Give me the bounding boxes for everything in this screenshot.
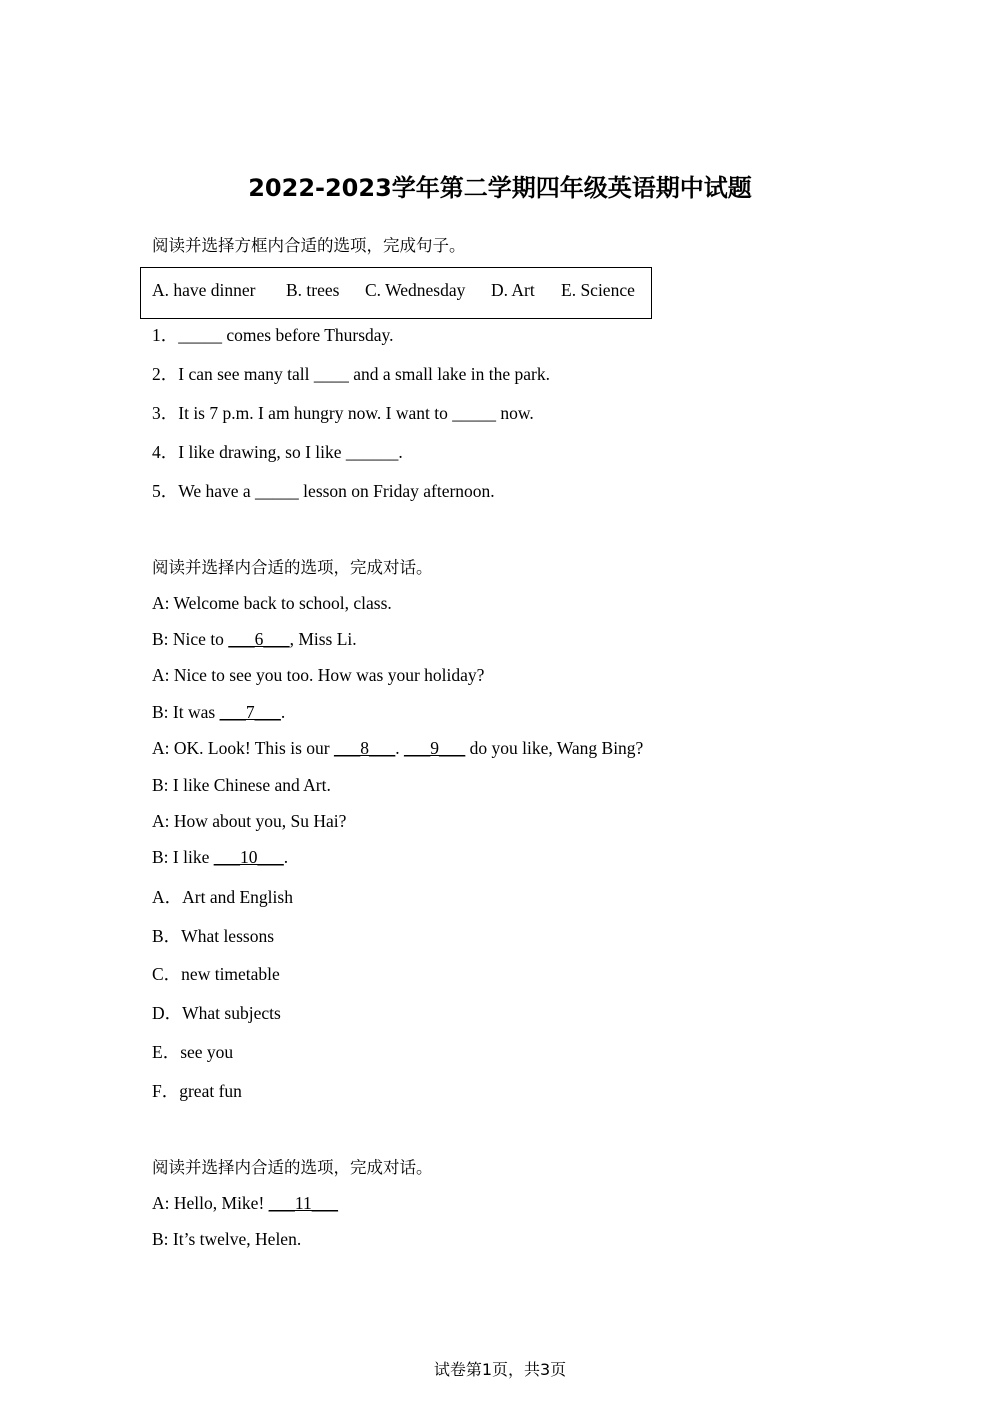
question-1: 1．_____ comes before Thursday. — [152, 325, 394, 345]
question-4: 4．I like drawing, so I like ______. — [152, 442, 403, 462]
option-c: C. Wednesday — [365, 280, 466, 300]
section2-instruction: 阅读并选择内合适的选项，完成对话。 — [152, 558, 433, 577]
option-d: D. Art — [491, 280, 535, 300]
section1-instruction: 阅读并选择方框内合适的选项，完成句子。 — [152, 236, 466, 255]
dialogue-line-5: A: OK. Look! This is our ___8___. ___9___ do you like, Wang Bing? — [152, 738, 644, 758]
dialogue-line-1: A: Welcome back to school, class. — [152, 593, 392, 613]
dialogue-line-6: B: I like Chinese and Art. — [152, 775, 331, 795]
page-footer: 试卷第1页，共3页 — [433, 1360, 567, 1379]
dialogue2-line-2: B: It’s twelve, Helen. — [152, 1229, 302, 1249]
choice-d: D．What subjects — [152, 1003, 281, 1023]
blank-11: ___11___ — [268, 1193, 339, 1213]
blank-7: ___7___ — [219, 702, 281, 722]
option-a: A. have dinner — [152, 280, 256, 300]
question-3: 3．It is 7 p.m. I am hungry now. I want to _____ now. — [152, 403, 534, 423]
question-5: 5．We have a _____ lesson on Friday afternoon. — [152, 481, 495, 501]
dialogue2-line-1: A: Hello, Mike! ___11___ — [152, 1193, 339, 1213]
blank-6: ___6___ — [228, 629, 290, 649]
blank-10: ___10___ — [213, 847, 284, 867]
dialogue-line-2: B: Nice to ___6___, Miss Li. — [152, 629, 357, 649]
options-box — [140, 267, 652, 319]
choice-c: C．new timetable — [152, 964, 280, 984]
question-2: 2．I can see many tall ____ and a small lake in the park. — [152, 364, 550, 384]
section3-instruction: 阅读并选择内合适的选项，完成对话。 — [152, 1158, 433, 1177]
blank-8: ___8___ — [333, 738, 396, 758]
option-b: B. trees — [286, 280, 340, 300]
page-title: 2022-2023学年第二学期四年级英语期中试题 — [248, 174, 752, 202]
dialogue-line-3: A: Nice to see you too. How was your holiday? — [152, 665, 485, 685]
option-e: E. Science — [561, 280, 635, 300]
dialogue-line-8: B: I like ___10___. — [152, 847, 289, 867]
blank-9: ___9___ — [403, 738, 466, 758]
choice-e: E．see you — [152, 1042, 234, 1062]
choice-f: F．great fun — [152, 1081, 242, 1101]
choice-a: A．Art and English — [152, 887, 293, 907]
dialogue-line-4: B: It was ___7___. — [152, 702, 286, 722]
dialogue-line-7: A: How about you, Su Hai? — [152, 811, 347, 831]
choice-b: B．What lessons — [152, 926, 275, 946]
